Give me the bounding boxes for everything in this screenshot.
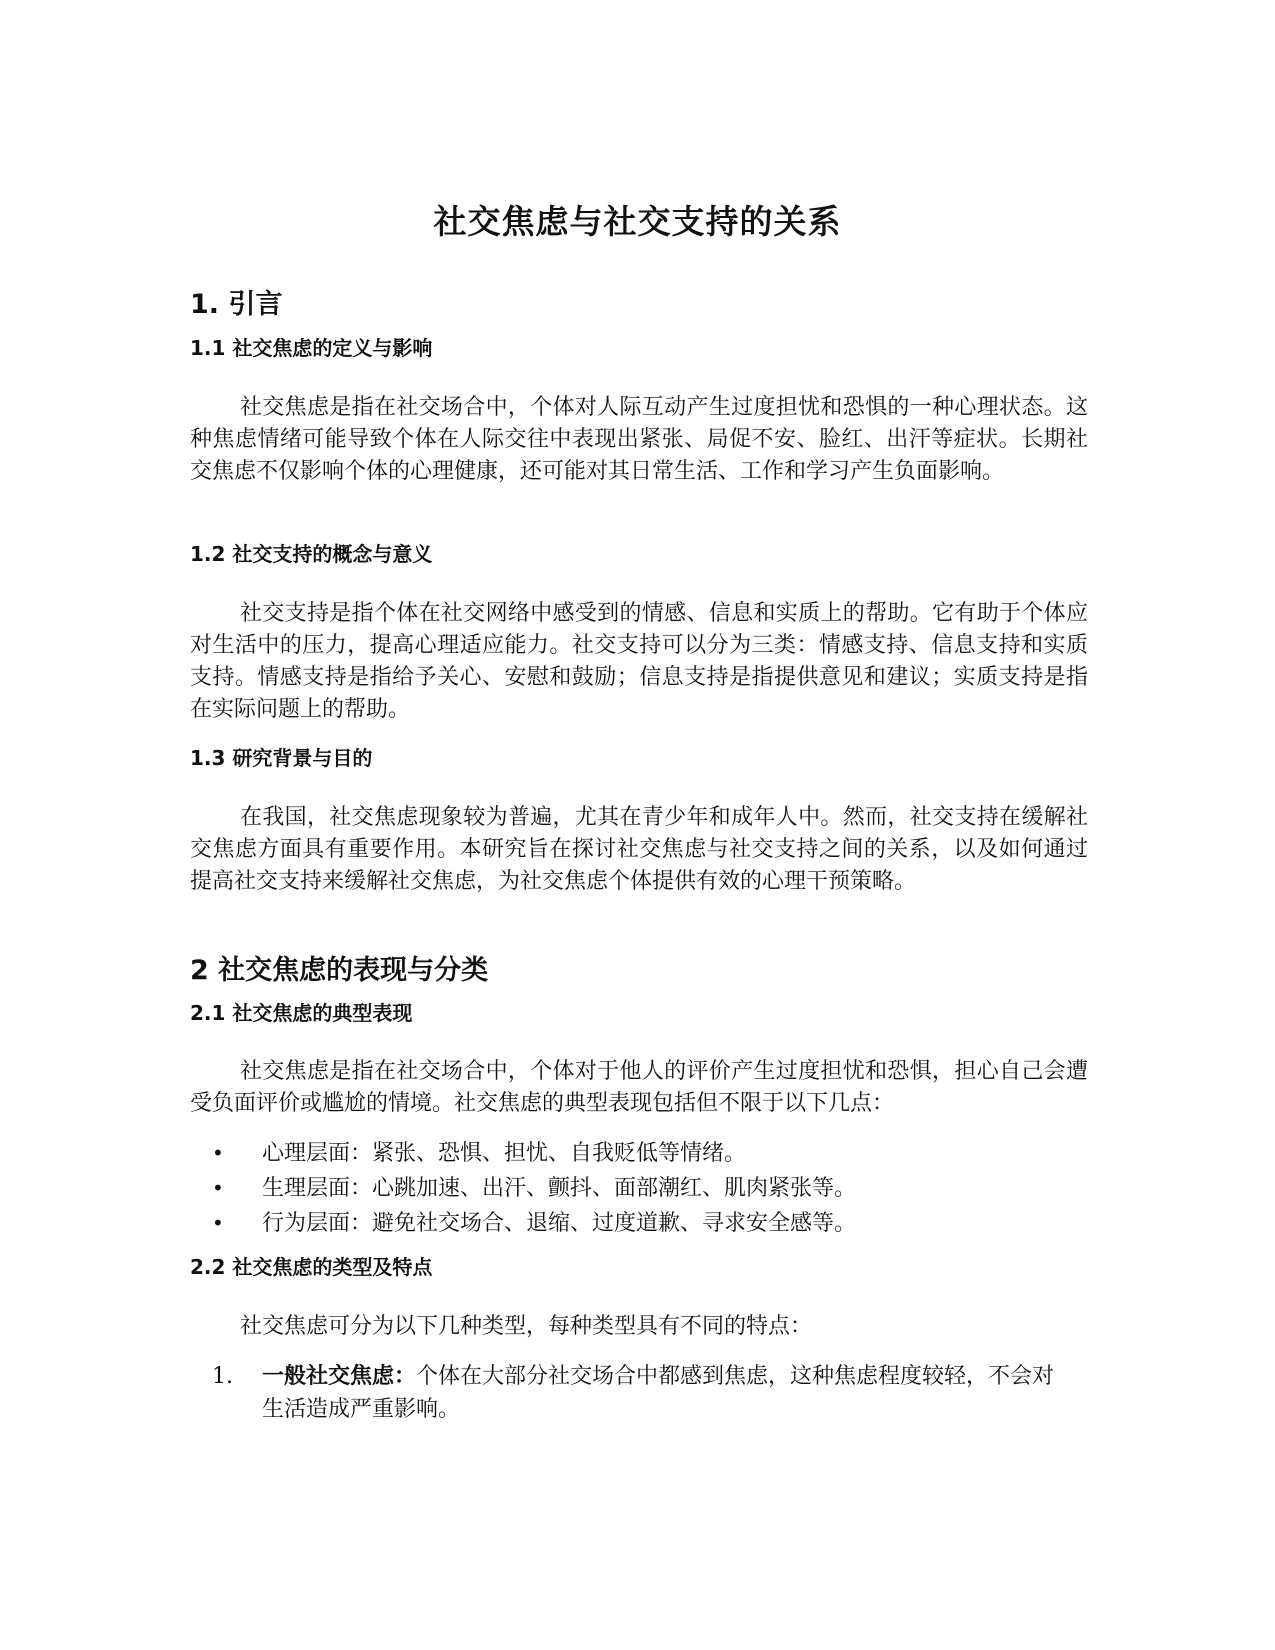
- list-item: [190, 1360, 1070, 1426]
- subsection-1-2-heading: 1.2 社交支持的概念与意义: [190, 542, 433, 566]
- list-item: [190, 1171, 1088, 1206]
- type-numbered-list: [190, 1360, 1070, 1426]
- subsection-2-1-paragraph: 社交焦虑是指在社交场合中，个体对于他人的评价产生过度担忧和恐惧，担心自己会遭受负面评价或尴尬的情境。社交焦虑的典型表现包括但不限于以下几点：: [190, 1059, 1088, 1116]
- bullet-marker: •: [212, 1176, 224, 1200]
- subsection-1-2-paragraph: 社交支持是指个体在社交网络中感受到的情感、信息和实质上的帮助。它有助于个体应对生活中的压力，提高心理适应能力。社交支持可以分为三类：情感支持、信息支持和实质支持。情感支持是指给予关心、安慰和鼓励；信息支持是指提供意见和建议；实质支持是指在实际问题上的帮助。: [190, 601, 1088, 722]
- subsection-1-3-paragraph: 在我国，社交焦虑现象较为普遍，尤其在青少年和成年人中。然而，社交支持在缓解社交焦虑方面具有重要作用。本研究旨在探讨社交焦虑与社交支持之间的关系，以及如何通过提高社交支持来缓解社交焦虑，为社交焦虑个体提供有效的心理干预策略。: [190, 805, 1088, 894]
- list-item: [190, 1206, 1088, 1241]
- subsection-2-2-heading: 2.2 社交焦虑的类型及特点: [190, 1255, 433, 1279]
- subsection-1-1-heading: 1.1 社交焦虑的定义与影响: [190, 336, 433, 360]
- bullet-text: 行为层面：避免社交场合、退缩、过度道歉、寻求安全感等。: [262, 1211, 857, 1236]
- symptom-bullet-list: [190, 1136, 1088, 1241]
- bullet-text: 心理层面：紧张、恐惧、担忧、自我贬低等情绪。: [262, 1141, 747, 1166]
- section-1-heading: 1. 引言: [190, 289, 283, 320]
- subsection-1-3-heading: 1.3 研究背景与目的: [190, 746, 373, 770]
- list-term: 一般社交焦虑：: [262, 1364, 417, 1389]
- bullet-marker: •: [212, 1211, 224, 1235]
- bullet-marker: •: [212, 1141, 224, 1165]
- document-title: 社交焦虑与社交支持的关系: [433, 202, 842, 241]
- subsection-2-1-heading: 2.1 社交焦虑的典型表现: [190, 1001, 413, 1025]
- subsection-2-2-paragraph: 社交焦虑可分为以下几种类型，每种类型具有不同的特点：: [240, 1314, 813, 1339]
- list-number: 1.: [212, 1364, 233, 1389]
- list-item: [190, 1136, 1088, 1171]
- section-2-heading: 2 社交焦虑的表现与分类: [190, 955, 489, 986]
- subsection-1-1-paragraph: 社交焦虑是指在社交场合中，个体对人际互动产生过度担忧和恐惧的一种心理状态。这种焦虑情绪可能导致个体在人际交往中表现出紧张、局促不安、脸红、出汗等症状。长期社交焦虑不仅影响个体的心理健康，还可能对其日常生活、工作和学习产生负面影响。: [190, 395, 1088, 484]
- list-text: 个体在大部分社交场合中都感到焦虑，这种焦虑程度较轻，不会对生活造成严重影响。: [262, 1364, 1055, 1422]
- bullet-text: 生理层面：心跳加速、出汗、颤抖、面部潮红、肌肉紧张等。: [262, 1176, 857, 1201]
